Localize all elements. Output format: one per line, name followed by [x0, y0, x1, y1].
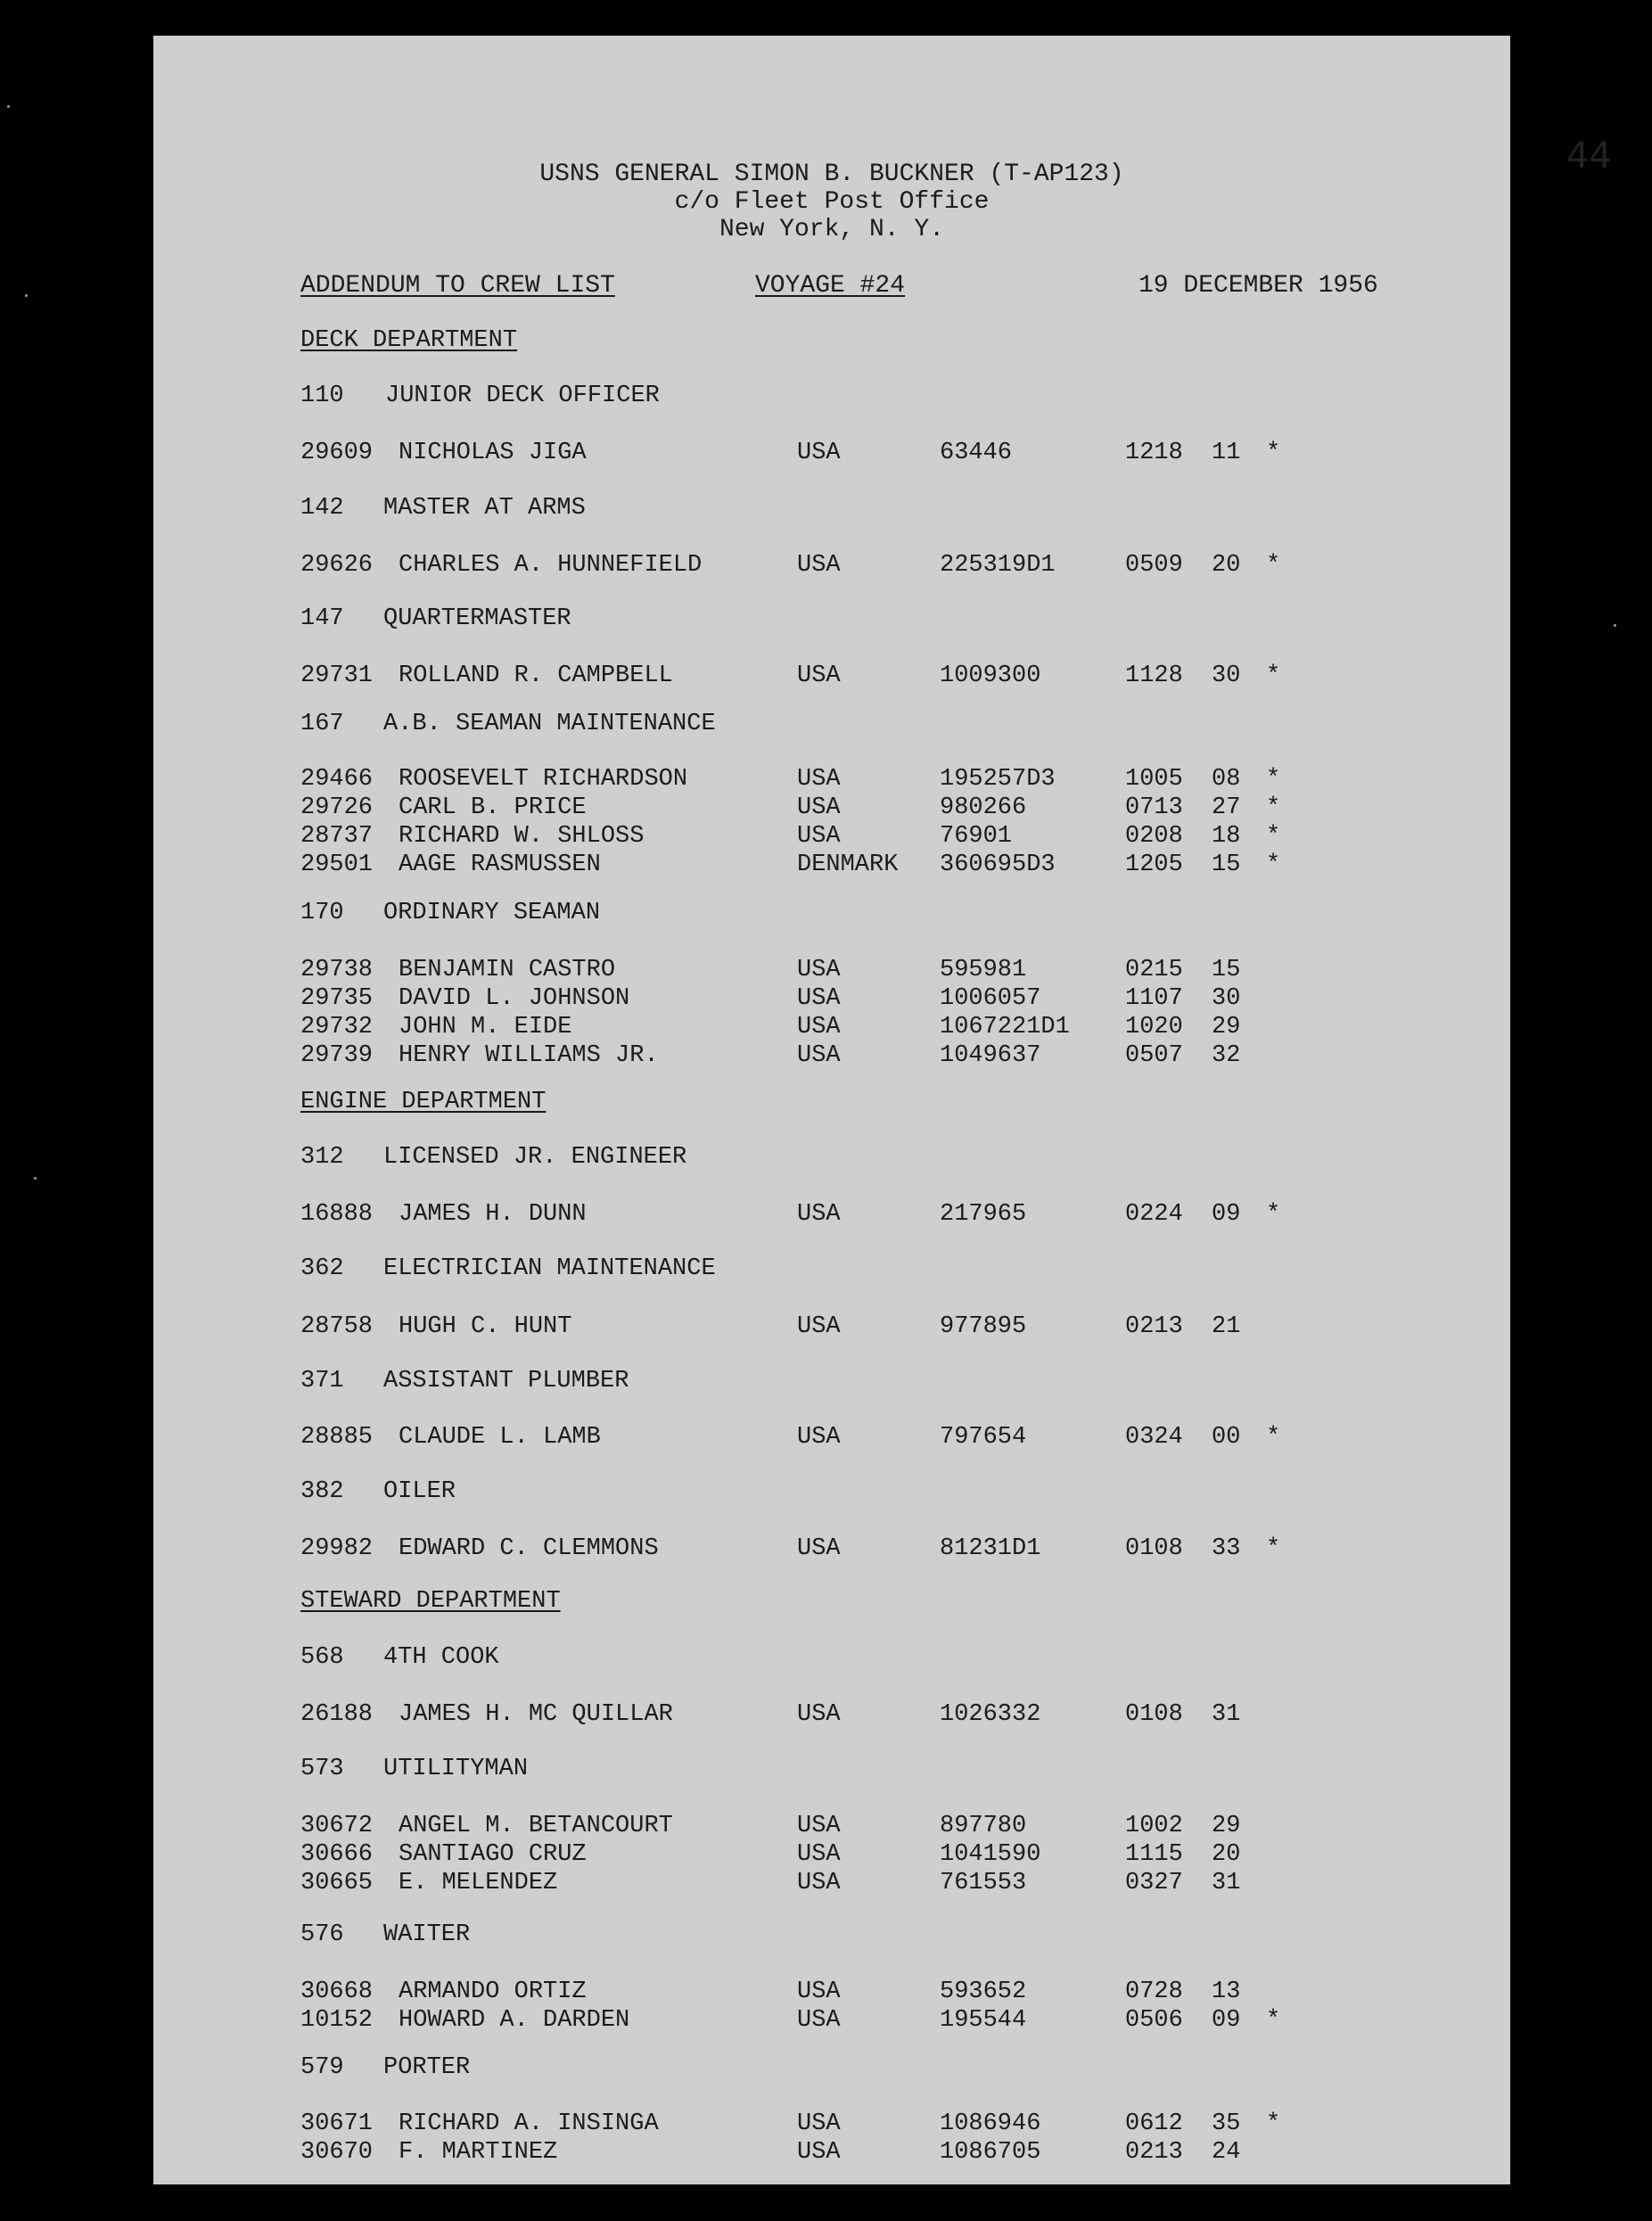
crew-row	[153, 1869, 1510, 1897]
steward-department-heading: STEWARD DEPARTMENT	[300, 1588, 561, 1615]
crew-date: 0108	[1125, 1701, 1183, 1728]
deck-department-heading: DECK DEPARTMENT	[300, 327, 518, 354]
crew-nationality: USA	[797, 662, 841, 689]
crew-row	[153, 1534, 1510, 1563]
rating-heading: 147 QUARTERMASTER	[300, 605, 571, 632]
crew-document-number: 1086946	[940, 2110, 1041, 2137]
crew-nationality: USA	[797, 1701, 841, 1728]
crew-date: 1020	[1125, 1014, 1183, 1041]
scan-speck	[1614, 624, 1616, 627]
crew-document-number: 761553	[940, 1870, 1027, 1896]
crew-document-number: 195257D3	[940, 766, 1056, 793]
rating-heading: 167 A.B. SEAMAN MAINTENANCE	[300, 711, 716, 737]
crew-age: 31	[1212, 1701, 1241, 1728]
scan-speck	[25, 294, 28, 297]
crew-age: 35	[1212, 2110, 1241, 2137]
crew-nationality: USA	[797, 1978, 841, 2005]
crew-mark: *	[1266, 823, 1281, 850]
crew-number: 28885	[300, 1424, 374, 1451]
crew-number: 29732	[300, 1014, 374, 1041]
crew-document-number: 1026332	[940, 1701, 1041, 1728]
rating-heading: 568 4TH COOK	[300, 1644, 499, 1671]
ship-header	[153, 160, 1510, 243]
crew-nationality: USA	[797, 1424, 841, 1451]
crew-date: 0509	[1125, 552, 1183, 579]
crew-document-number: 1006057	[940, 985, 1041, 1012]
crew-nationality: USA	[797, 2007, 841, 2034]
crew-nationality: USA	[797, 1813, 841, 1839]
crew-nationality: USA	[797, 1313, 841, 1340]
crew-number: 29982	[300, 1535, 374, 1562]
crew-row	[153, 1840, 1510, 1869]
crew-number: 29726	[300, 794, 374, 821]
crew-nationality: USA	[797, 823, 841, 850]
ship-name: USNS GENERAL SIMON B. BUCKNER (T-AP123)	[539, 160, 1124, 188]
crew-name: F. MARTINEZ	[399, 2139, 558, 2166]
crew-age: 00	[1212, 1424, 1241, 1451]
crew-age: 31	[1212, 1870, 1241, 1896]
crew-number: 26188	[300, 1701, 374, 1728]
crew-name: EDWARD C. CLEMMONS	[399, 1535, 659, 1562]
crew-age: 09	[1212, 2007, 1241, 2034]
rating-heading: 362 ELECTRICIAN MAINTENANCE	[300, 1255, 716, 1282]
crew-date: 1205	[1125, 851, 1183, 878]
scan-speck	[7, 105, 10, 108]
crew-row	[153, 662, 1510, 690]
crew-row	[153, 2138, 1510, 2167]
crew-nationality: USA	[797, 1042, 841, 1069]
crew-number: 28758	[300, 1313, 374, 1340]
crew-name: RICHARD W. SHLOSS	[399, 823, 645, 850]
crew-date: 0728	[1125, 1978, 1183, 2005]
crew-date: 0208	[1125, 823, 1183, 850]
crew-nationality: USA	[797, 957, 841, 983]
crew-number: 30670	[300, 2139, 374, 2166]
rating-heading: 382 OILER	[300, 1478, 456, 1505]
rating-heading: 579 PORTER	[300, 2054, 471, 2081]
scan-speck	[34, 1177, 37, 1180]
crew-age: 30	[1212, 985, 1241, 1012]
crew-nationality: USA	[797, 766, 841, 793]
crew-row	[153, 1200, 1510, 1229]
crew-nationality: USA	[797, 1535, 841, 1562]
crew-age: 15	[1212, 851, 1241, 878]
crew-row	[153, 2110, 1510, 2138]
crew-age: 29	[1212, 1014, 1241, 1041]
crew-number: 30666	[300, 1841, 374, 1868]
crew-mark: *	[1266, 1201, 1281, 1228]
crew-nationality: USA	[797, 2110, 841, 2137]
crew-name: SANTIAGO CRUZ	[399, 1841, 587, 1868]
crew-document-number: 81231D1	[940, 1535, 1041, 1562]
rating-heading: 312 LICENSED JR. ENGINEER	[300, 1144, 687, 1171]
document-title: ADDENDUM TO CREW LIST	[300, 272, 615, 300]
crew-document-number: 593652	[940, 1978, 1027, 2005]
crew-number: 29609	[300, 440, 374, 466]
crew-age: 24	[1212, 2139, 1241, 2166]
crew-name: E. MELENDEZ	[399, 1870, 558, 1896]
crew-name: CHARLES A. HUNNEFIELD	[399, 552, 703, 579]
crew-number: 28737	[300, 823, 374, 850]
crew-number: 29731	[300, 662, 374, 689]
crew-date: 0213	[1125, 1313, 1183, 1340]
crew-nationality: USA	[797, 1841, 841, 1868]
crew-nationality: USA	[797, 1014, 841, 1041]
crew-date: 0324	[1125, 1424, 1183, 1451]
crew-mark: *	[1266, 2110, 1281, 2137]
crew-row	[153, 439, 1510, 467]
rating-heading: 573 UTILITYMAN	[300, 1756, 529, 1782]
crew-age: 32	[1212, 1042, 1241, 1069]
crew-document-number: 1041590	[940, 1841, 1041, 1868]
crew-document-number: 63446	[940, 440, 1013, 466]
crew-row	[153, 851, 1510, 879]
crew-age: 21	[1212, 1313, 1241, 1340]
crew-document-number: 897780	[940, 1813, 1027, 1839]
crew-mark: *	[1266, 440, 1281, 466]
crew-date: 1002	[1125, 1813, 1183, 1839]
crew-document-number: 225319D1	[940, 552, 1056, 579]
crew-nationality: USA	[797, 2139, 841, 2166]
crew-date: 0327	[1125, 1870, 1183, 1896]
crew-document-number: 195544	[940, 2007, 1027, 2034]
crew-row	[153, 1812, 1510, 1840]
crew-date: 1115	[1125, 1841, 1183, 1868]
crew-number: 30671	[300, 2110, 374, 2137]
crew-date: 0108	[1125, 1535, 1183, 1562]
crew-row	[153, 1978, 1510, 2006]
crew-row	[153, 1312, 1510, 1341]
document-date: 19 DECEMBER 1956	[1138, 272, 1378, 300]
crew-date: 0507	[1125, 1042, 1183, 1069]
crew-date: 0506	[1125, 2007, 1183, 2034]
crew-document-number: 980266	[940, 794, 1027, 821]
crew-mark: *	[1266, 1424, 1281, 1451]
crew-date: 0213	[1125, 2139, 1183, 2166]
crew-mark: *	[1266, 2007, 1281, 2034]
address-line-1: c/o Fleet Post Office	[674, 188, 990, 216]
rating-heading: 576 WAITER	[300, 1921, 471, 1948]
crew-row	[153, 822, 1510, 851]
crew-row	[153, 551, 1510, 580]
crew-nationality: USA	[797, 440, 841, 466]
crew-age: 33	[1212, 1535, 1241, 1562]
crew-row	[153, 1423, 1510, 1452]
crew-date: 1107	[1125, 985, 1183, 1012]
crew-name: AAGE RASMUSSEN	[399, 851, 601, 878]
crew-mark: *	[1266, 851, 1281, 878]
crew-document-number: 1086705	[940, 2139, 1041, 2166]
crew-number: 29626	[300, 552, 374, 579]
crew-document-number: 76901	[940, 823, 1013, 850]
crew-mark: *	[1266, 794, 1281, 821]
crew-row	[153, 1700, 1510, 1729]
crew-number: 16888	[300, 1201, 374, 1228]
crew-nationality: USA	[797, 1870, 841, 1896]
crew-name: ARMANDO ORTIZ	[399, 1978, 587, 2005]
crew-mark: *	[1266, 766, 1281, 793]
crew-name: CARL B. PRICE	[399, 794, 587, 821]
crew-name: NICHOLAS JIGA	[399, 440, 587, 466]
crew-date: 1128	[1125, 662, 1183, 689]
address-line-2: New York, N. Y.	[719, 216, 945, 243]
crew-number: 10152	[300, 2007, 374, 2034]
crew-name: HOWARD A. DARDEN	[399, 2007, 630, 2034]
crew-name: BENJAMIN CASTRO	[399, 957, 616, 983]
crew-row	[153, 984, 1510, 1013]
document-page	[153, 36, 1612, 2184]
crew-row	[153, 1013, 1510, 1041]
crew-name: ROOSEVELT RICHARDSON	[399, 766, 688, 793]
crew-number: 30665	[300, 1870, 374, 1896]
crew-number: 29738	[300, 957, 374, 983]
crew-age: 30	[1212, 662, 1241, 689]
crew-age: 15	[1212, 957, 1241, 983]
crew-row	[153, 794, 1510, 822]
crew-document-number: 797654	[940, 1424, 1027, 1451]
engine-department-heading: ENGINE DEPARTMENT	[300, 1089, 547, 1115]
crew-name: CLAUDE L. LAMB	[399, 1424, 601, 1451]
crew-document-number: 977895	[940, 1313, 1027, 1340]
crew-date: 0713	[1125, 794, 1183, 821]
crew-age: 11	[1212, 440, 1241, 466]
crew-name: ROLLAND R. CAMPBELL	[399, 662, 673, 689]
crew-number: 30668	[300, 1978, 374, 2005]
crew-date: 0224	[1125, 1201, 1183, 1228]
crew-number: 29501	[300, 851, 374, 878]
crew-name: JOHN M. EIDE	[399, 1014, 572, 1041]
rating-heading: 170 ORDINARY SEAMAN	[300, 900, 601, 926]
crew-nationality: USA	[797, 985, 841, 1012]
crew-mark: *	[1266, 1535, 1281, 1562]
crew-date: 0215	[1125, 957, 1183, 983]
crew-name: JAMES H. DUNN	[399, 1201, 587, 1228]
crew-document-number: 1009300	[940, 662, 1041, 689]
crew-age: 09	[1212, 1201, 1241, 1228]
crew-name: HENRY WILLIAMS JR.	[399, 1042, 659, 1069]
voyage-number: VOYAGE #24	[755, 272, 906, 300]
crew-date: 1005	[1125, 766, 1183, 793]
crew-name: ANGEL M. BETANCOURT	[399, 1813, 673, 1839]
crew-age: 29	[1212, 1813, 1241, 1839]
crew-number: 30672	[300, 1813, 374, 1839]
crew-name: HUGH C. HUNT	[399, 1313, 572, 1340]
crew-date: 0612	[1125, 2110, 1183, 2137]
crew-date: 1218	[1125, 440, 1183, 466]
crew-name: DAVID L. JOHNSON	[399, 985, 630, 1012]
crew-document-number: 217965	[940, 1201, 1027, 1228]
crew-number: 29466	[300, 766, 374, 793]
crew-nationality: USA	[797, 1201, 841, 1228]
crew-number: 29735	[300, 985, 374, 1012]
crew-document-number: 1049637	[940, 1042, 1041, 1069]
crew-nationality: USA	[797, 552, 841, 579]
crew-row	[153, 1041, 1510, 1070]
crew-age: 20	[1212, 552, 1241, 579]
crew-name: RICHARD A. INSINGA	[399, 2110, 659, 2137]
crew-age: 13	[1212, 1978, 1241, 2005]
page-number: 44	[1566, 136, 1612, 177]
crew-document-number: 1067221D1	[940, 1014, 1070, 1041]
crew-document-number: 595981	[940, 957, 1027, 983]
crew-nationality: USA	[797, 794, 841, 821]
crew-mark: *	[1266, 552, 1281, 579]
crew-number: 29739	[300, 1042, 374, 1069]
crew-age: 18	[1212, 823, 1241, 850]
rating-heading: 142 MASTER AT ARMS	[300, 495, 586, 522]
rating-heading: 371 ASSISTANT PLUMBER	[300, 1368, 629, 1394]
crew-row	[153, 765, 1510, 794]
crew-name: JAMES H. MC QUILLAR	[399, 1701, 673, 1728]
crew-age: 27	[1212, 794, 1241, 821]
crew-nationality: DENMARK	[797, 851, 899, 878]
crew-age: 20	[1212, 1841, 1241, 1868]
crew-document-number: 360695D3	[940, 851, 1056, 878]
rating-heading: 110 JUNIOR DECK OFFICER	[300, 383, 660, 409]
crew-row	[153, 956, 1510, 984]
crew-mark: *	[1266, 662, 1281, 689]
crew-row	[153, 2006, 1510, 2035]
crew-age: 08	[1212, 766, 1241, 793]
